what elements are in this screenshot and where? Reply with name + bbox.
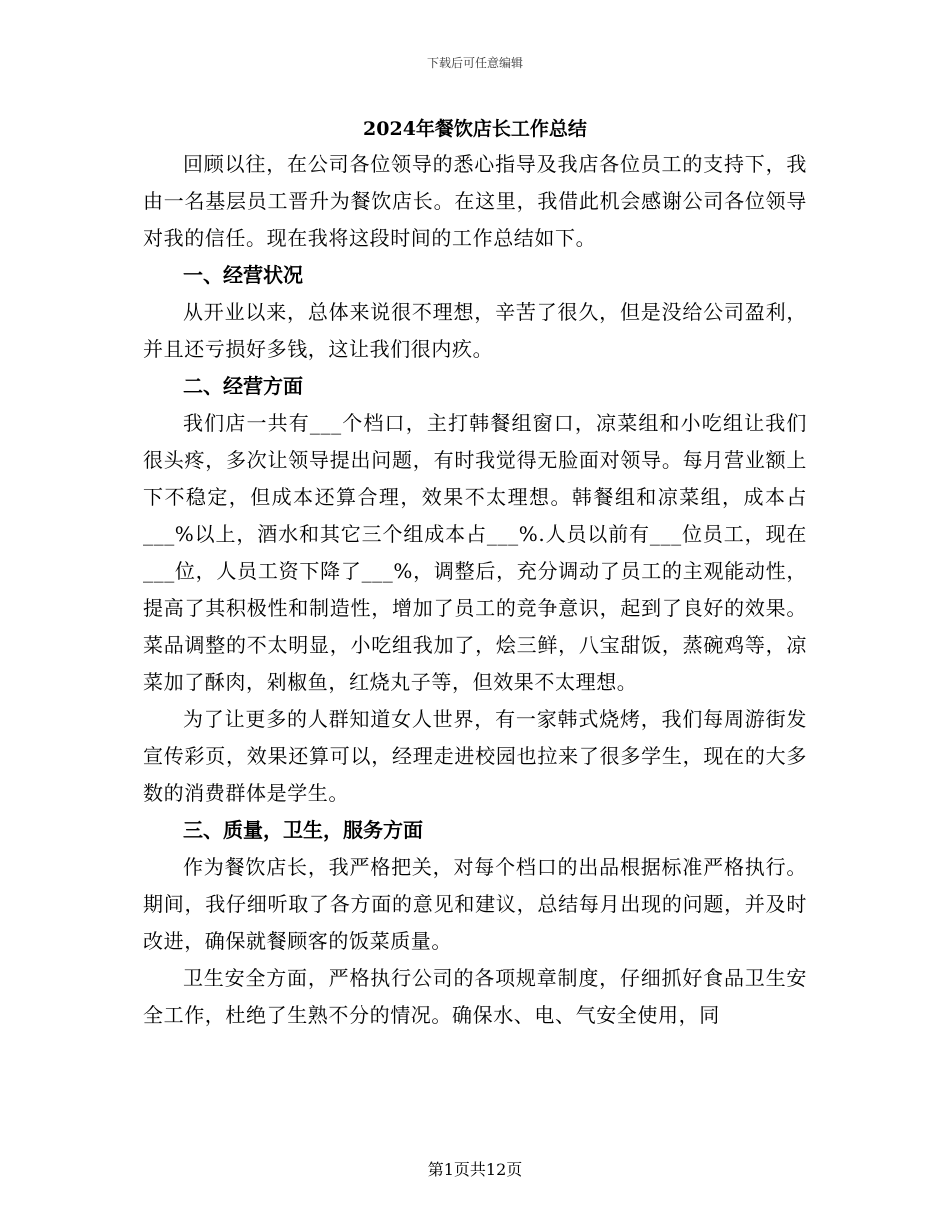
header-note: 下载后可任意编辑 bbox=[426, 56, 523, 70]
paragraph: 从开业以来，总体来说很不理想，辛苦了很久，但是没给公司盈利，并且还亏损好多钱，这让我们很内疚。 bbox=[143, 300, 807, 361]
intro-paragraph: 回顾以往，在公司各位领导的悉心指导及我店各位员工的支持下，我由一名基层员工晋升为餐饮店长。在这里，我借此机会感谢公司各位领导对我的信任。现在我将这段时间的工作总结如下。 bbox=[143, 152, 807, 250]
paragraph: 我们店一共有___个档口，主打韩餐组窗口，凉菜组和小吃组让我们很头疼，多次让领导提出问题，有时我觉得无脸面对领导。每月营业额上下不稳定，但成本还算合理，效果不太理想。韩餐组和凉菜组，成本占___%以上，酒水和其它三个组成本占___%.人员以前有___位员工，现在___位，人员工资下降了___%，调整后，充分调动了员工的主观能动性，提高了其积极性和制造性，增加了员工的竞争意识，起到了良好的效果。菜品调整的不太明显，小吃组我加了，烩三鲜，八宝甜饭，蒸碗鸡等，凉菜加了酥肉，剁椒鱼，红烧丸子等，但效果不太理想。 bbox=[143, 411, 807, 694]
section-heading-operation-status: 一、经营状况 bbox=[183, 263, 303, 287]
section-heading-operation-aspects: 二、经营方面 bbox=[183, 374, 303, 398]
section-heading-quality-hygiene-service: 三、质量，卫生，服务方面 bbox=[183, 818, 423, 842]
paragraph: 作为餐饮店长，我严格把关，对每个档口的出品根据标准严格执行。期间，我仔细听取了各方面的意见和建议，总结每月出现的问题，并及时改进，确保就餐顾客的饭菜质量。 bbox=[143, 855, 807, 953]
document-title: 2024年餐饮店长工作总结 bbox=[363, 118, 587, 140]
document-body bbox=[143, 112, 807, 1034]
paragraph: 卫生安全方面，严格执行公司的各项规章制度，仔细抓好食品卫生安全工作，杜绝了生熟不分的情况。确保水、电、气安全使用，同 bbox=[143, 966, 807, 1027]
paragraph: 为了让更多的人群知道女人世界，有一家韩式烧烤，我们每周游街发宣传彩页，效果还算可以，经理走进校园也拉来了很多学生，现在的大多数的消费群体是学生。 bbox=[143, 707, 807, 805]
page-number-footer: 第1页共12页 bbox=[427, 1160, 523, 1179]
